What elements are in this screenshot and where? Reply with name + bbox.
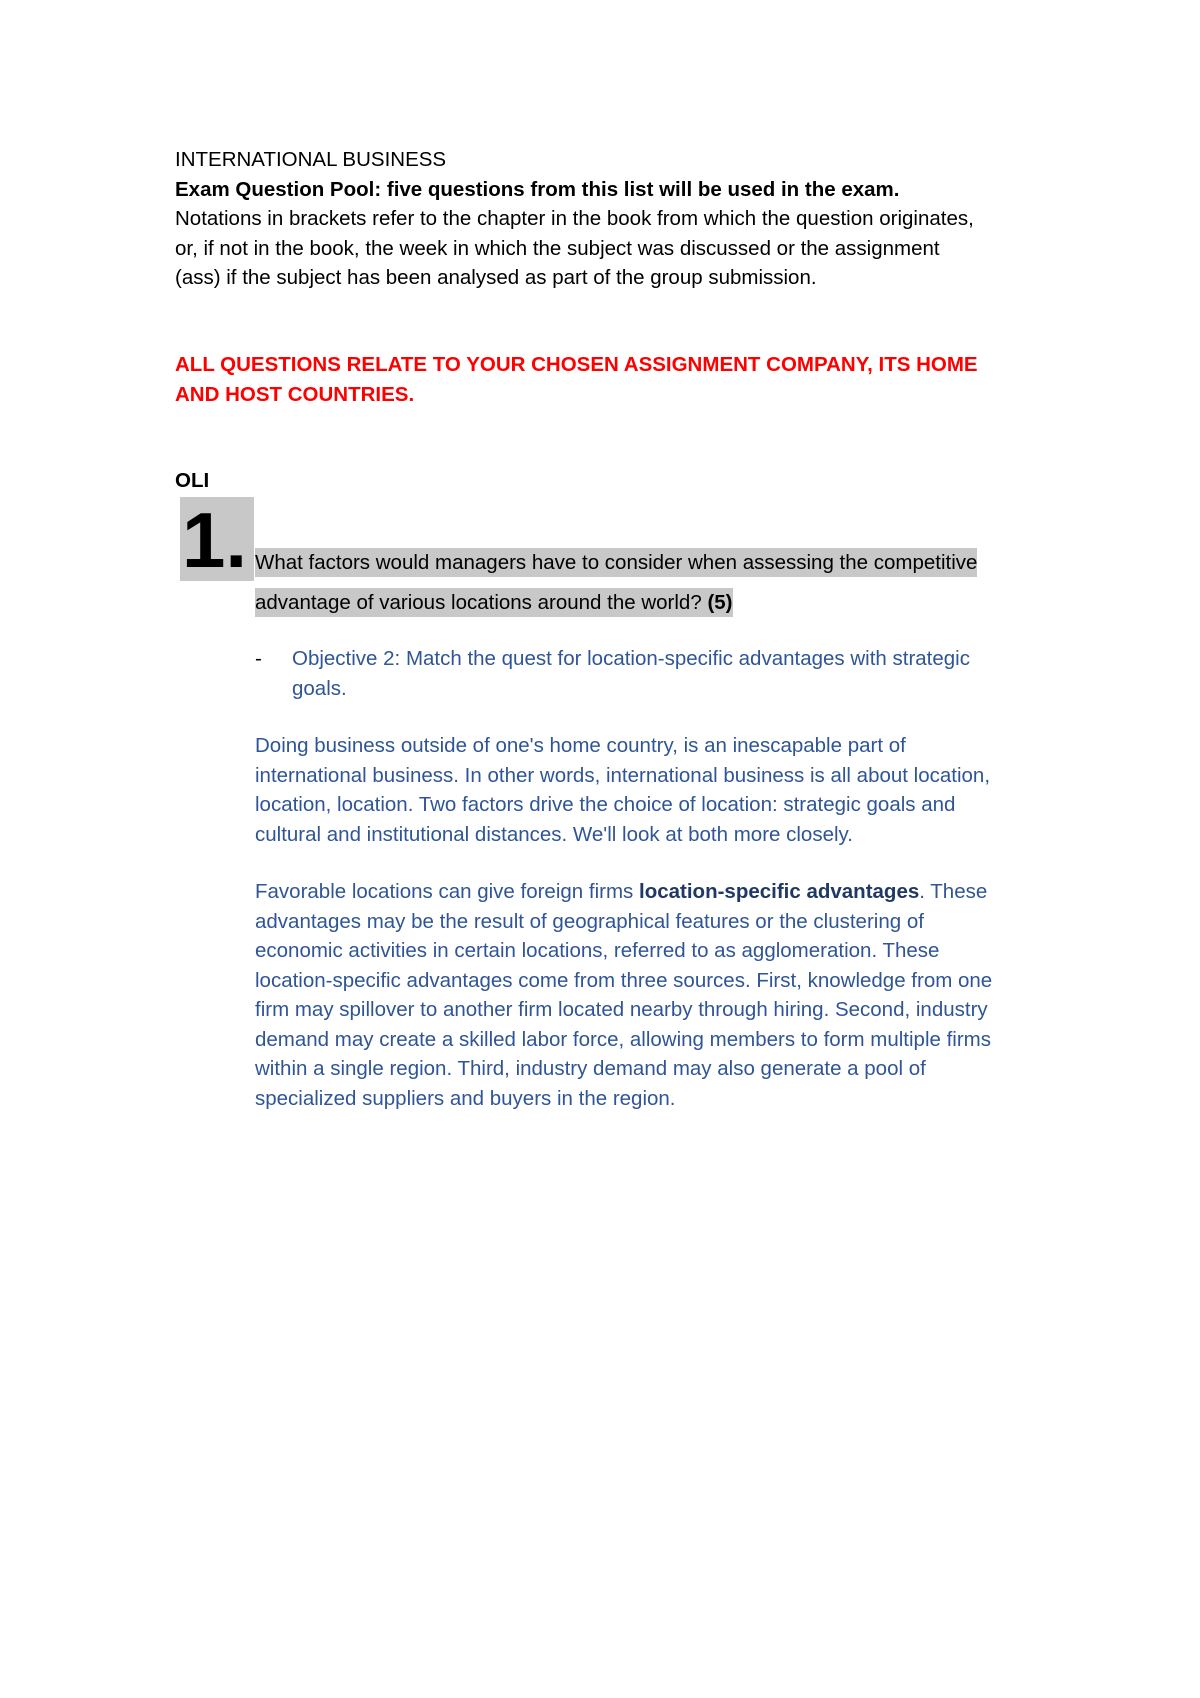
question-number: 1. (182, 496, 248, 584)
notes-line: or, if not in the book, the week in which the subject was discussed or the assignment (175, 236, 940, 260)
notes-line: Notations in brackets refer to the chapter in the book from which the question originates, (175, 207, 974, 230)
document-header (175, 145, 1055, 293)
answer-paragraph-2 (255, 877, 1065, 1113)
notice-line: AND HOST COUNTRIES. (175, 382, 415, 406)
document-subtitle: Exam Question Pool: five questions from this list will be used in the exam. (175, 177, 900, 201)
paragraph-line: advantages may be the result of geographical features or the clustering of (255, 909, 924, 933)
paragraph-text: Favorable locations can give foreign firms (255, 880, 639, 903)
paragraph-line: Doing business outside of one's home country, is an inescapable part of (255, 734, 906, 757)
paragraph-line: cultural and institutional distances. We'll look at both more closely. (255, 822, 853, 846)
paragraph-line: demand may create a skilled labor force, allowing members to form multiple firms (255, 1027, 991, 1051)
paragraph-line: economic activities in certain locations, referred to as agglomeration. These (255, 939, 940, 962)
paragraph-line: within a single region. Third, industry demand may also generate a pool of (255, 1057, 926, 1080)
paragraph-line: location-specific advantages come from three sources. First, knowledge from one (255, 968, 993, 992)
section-title: OLI (175, 469, 210, 492)
notice-line: ALL QUESTIONS RELATE TO YOUR CHOSEN ASSIGNMENT COMPANY, ITS HOME (175, 353, 978, 376)
paragraph-line (255, 877, 1065, 907)
question-line (255, 543, 1055, 583)
document-title: INTERNATIONAL BUSINESS (175, 148, 447, 171)
objective-line: goals. (292, 676, 347, 700)
question-line-highlight (255, 588, 733, 617)
key-term: location-specific advantages (639, 880, 920, 903)
question-line (255, 583, 1055, 623)
objective-text (292, 644, 1052, 703)
paragraph-line: international business. In other words, international business is all about location, (255, 763, 991, 787)
question-line-highlight: What factors would managers have to consider when assessing the competitive (255, 548, 977, 577)
answer-paragraph-1 (255, 731, 1065, 849)
paragraph-line: specialized suppliers and buyers in the region. (255, 1086, 676, 1110)
notice-block (175, 350, 1055, 409)
question-text (255, 543, 1055, 623)
paragraph-line: firm may spillover to another firm located nearby through hiring. Second, industry (255, 998, 988, 1021)
paragraph-text: . These (919, 880, 988, 903)
objective-line: Objective 2: Match the quest for location-specific advantages with strategic (292, 647, 970, 670)
notes-line: (ass) if the subject has been analysed as part of the group submission. (175, 266, 817, 289)
paragraph-line: location, location. Two factors drive the choice of location: strategic goals and (255, 793, 956, 816)
question-line-text: advantage of various locations around the world? (255, 591, 702, 614)
question-marks: (5) (707, 591, 733, 614)
list-bullet: - (255, 647, 262, 670)
